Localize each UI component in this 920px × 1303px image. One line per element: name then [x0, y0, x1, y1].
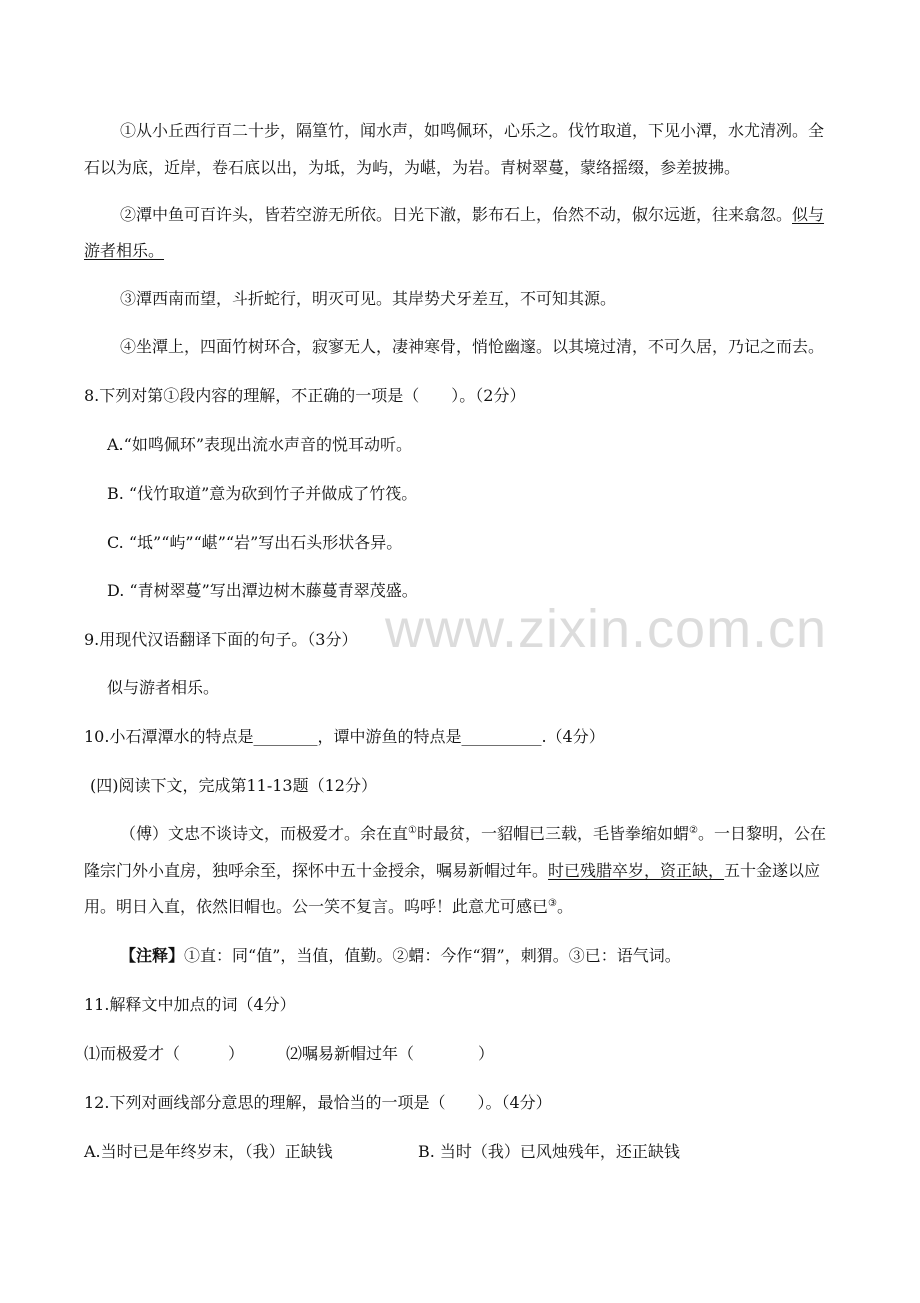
question-9-sentence: 似与游者相乐。: [107, 678, 220, 697]
question-8-option-b: B. “伐竹取道”意为砍到竹子并做成了竹筏。: [107, 484, 418, 503]
question-11-stem: 11.解释文中加点的词（4分）: [84, 995, 296, 1014]
passage-paragraph-4: ④坐潭上，四面竹树环合，寂寥无人，凄神寒骨，悄怆幽邃。以其境过清，不可久居，乃记之而去。: [120, 337, 825, 356]
question-11-item-2: ⑵嘱易新帽过年（ ）: [286, 1044, 495, 1063]
question-10-stem: 10.小石潭潭水的特点是________，谭中游鱼的特点是__________.（4分）: [84, 727, 605, 746]
passage-paragraph-3: ③潭西南而望，斗折蛇行，明灭可见。其岸势犬牙差互，不可知其源。: [120, 289, 617, 308]
underlined-phrase: 时已残腊卒岁，资正缺，: [548, 861, 725, 880]
passage-2-text-a: （傅）文忠不谈诗文，而极爱才。余在直: [120, 824, 409, 843]
passage-2-line-3: [84, 896, 573, 918]
question-12-option-b: B. 当时（我）已风烛残年，还正缺钱: [418, 1142, 680, 1161]
passage-paragraph-2-text: ②潭中鱼可百许头，皆若空游无所依。日光下澈，影布石上，佁然不动，俶尔远逝，往来翕忽。: [120, 205, 793, 224]
passage-2-text-d: 隆宗门外小直房，独呼余至，探怀中五十金授余，嘱易新帽过年。: [84, 861, 549, 880]
section-4-heading: (四)阅读下文，完成第11-13题（12分）: [90, 776, 377, 795]
question-8-option-d: D. “青树翠蔓”写出潭边树木藤蔓青翠茂盛。: [107, 581, 418, 600]
question-11-item-1: ⑴而极爱才（ ）: [84, 1044, 245, 1063]
question-12-option-a: A.当时已是年终岁末，（我）正缺钱: [84, 1142, 333, 1161]
watermark-text: www.zixin.com.cn: [385, 599, 828, 659]
footnote-marker-2: ②: [689, 825, 698, 836]
passage-paragraph-1-line-1: ①从小丘西行百二十步，隔篁竹，闻水声，如鸣佩环，心乐之。伐竹取道，下见小潭，水尤清冽。全: [120, 121, 825, 140]
passage-2-text-b: 时最贫，一貂帽已三载，毛皆拳缩如蝟: [416, 824, 689, 843]
question-9-stem: 9.用现代汉语翻译下面的句子。（3分）: [84, 630, 358, 649]
underlined-sentence-part-2: 游者相乐。: [84, 241, 165, 260]
question-8-option-a: A.“如鸣佩环”表现出流水声音的悦耳动听。: [107, 435, 413, 454]
annotation-label: 【注释】: [120, 946, 185, 965]
passage-paragraph-2-line-1: [120, 204, 824, 226]
annotation-note: [120, 945, 681, 967]
passage-2-text-e: 五十金遂以应: [724, 861, 821, 880]
passage-paragraph-1-line-2: 石以为底，近岸，卷石底以出，为坻，为屿，为嵁，为岩。青树翠蔓，蒙络摇缀，参差披拂。: [84, 158, 741, 177]
passage-2-line-2: [84, 860, 820, 882]
annotation-text: ①直：同“值”，当值，值勤。②蝟：今作“猬”，刺猬。③已：语气词。: [184, 946, 681, 965]
question-12-stem: 12.下列对画线部分意思的理解，最恰当的一项是（ ）。（4分）: [84, 1093, 552, 1112]
passage-2-text-c: 。一日黎明，公在: [697, 824, 826, 843]
question-8-option-c: C. “坻”“屿”“嵁”“岩”写出石头形状各异。: [107, 533, 403, 552]
footnote-marker-3: ③: [548, 898, 557, 909]
passage-2-line-1: [120, 823, 826, 845]
question-8-stem: 8.下列对第①段内容的理解，不正确的一项是（ ）。（2分）: [84, 386, 526, 405]
underlined-sentence-part-1: 似与: [792, 205, 825, 224]
footnote-marker-1: ①: [408, 825, 417, 836]
passage-paragraph-2-line-2: [84, 240, 164, 262]
passage-2-text-g: 。: [556, 897, 573, 916]
passage-2-text-f: 用。明日入直，依然旧帽也。公一笑不复言。呜呼！此意尤可感已: [84, 897, 549, 916]
